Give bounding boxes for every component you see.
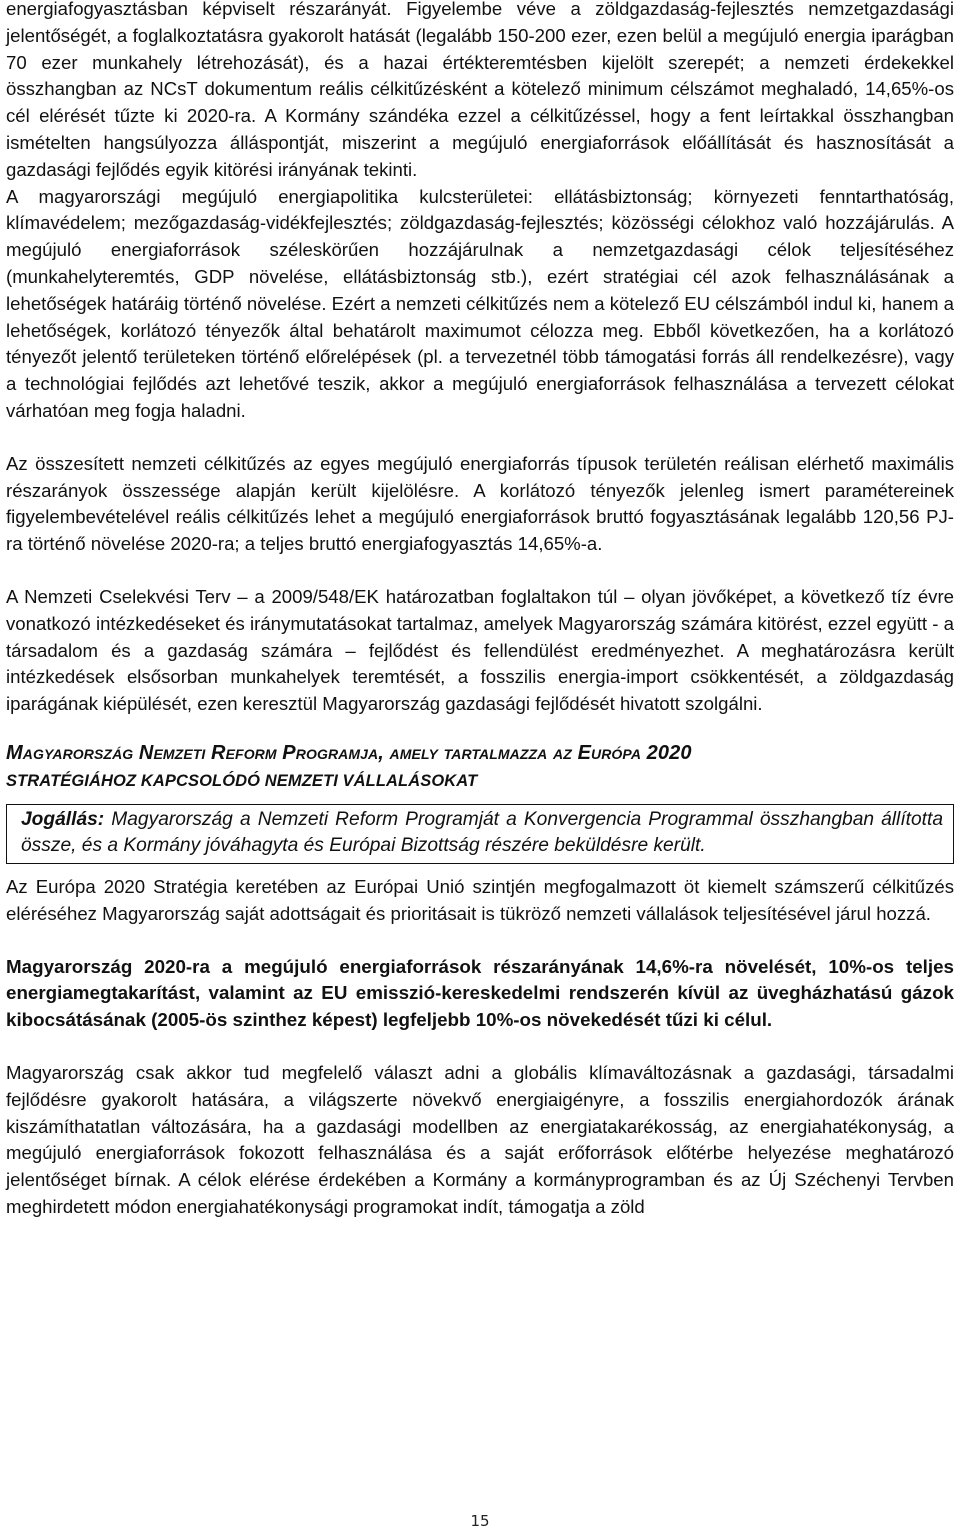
section-heading-line2: STRATÉGIÁHOZ KAPCSOLÓDÓ NEMZETI VÁLLALÁSOKAT: [6, 771, 478, 790]
paragraph-commitments: Magyarország 2020-ra a megújuló energiaforrások részarányának 14,6%-ra növelését, 10%-os teljes energiamegtakarítást, valamint az EU emisszió-kereskedelmi rendszerén kívül az üvegházhatású gázok kibocsátásának (2005-ös szinthez képest) legfeljebb 10%-os növekedését tűzi ki célul.: [6, 955, 954, 1031]
paragraph-intro: energiafogyasztásban képviselt részarányát. Figyelembe véve a zöldgazdaság-fejlesztés nemzetgazdasági jelentőségét, a foglalkoztatásra gyakorolt hatását (legalább 150-200 ezer, ezen belül a megújuló energia iparágban 70 ezer munkahely létrehozását), és a hazai értékteremtésben kijelölt szerepét; a nemzeti érdekekkel összhangban az NCsT dokumentum reális célkitűzésként a kötelező minimum célszámot meghaladó, 14,65%-os cél elérését tűzte ki 2020-ra. A Kormány szándéka ezzel a célkitűzéssel, hogy a fent leírtakkal összhangban ismételten hangsúlyozza álláspontját, miszerint a megújuló energiaforrások előállítását és hasznosítását a gazdasági fejlődés egyik kitörési irányának tekinti.: [6, 0, 954, 180]
legal-status-text: [21, 807, 943, 860]
legal-status-body: Magyarország a Nemzeti Reform Programját a Konvergencia Programmal összhangban állította össze, és a Kormány jóváhagyta és Európai Bizottság részére beküldésre került.: [21, 808, 943, 857]
document-page: [6, 0, 954, 1221]
section-heading-line1: Magyarország Nemzeti Reform Programja, amely tartalmazza az Európa 2020: [6, 741, 692, 764]
page-number: 15: [470, 1512, 490, 1530]
paragraph-europe-2020: Az Európa 2020 Stratégia keretében az Európai Unió szintjén megfogalmazott öt kiemelt számszerű célkitűzés eléréséhez Magyarország saját adottságait és prioritásait is tükröző nemzeti vállalások teljesítésével járul hozzá.: [6, 875, 954, 924]
spacer: [6, 864, 954, 874]
section-heading: [6, 740, 954, 796]
spacer: [6, 425, 954, 451]
legal-status-box: [6, 804, 954, 864]
spacer: [6, 1034, 954, 1060]
legal-status-label: Jogállás:: [21, 808, 105, 830]
paragraph-climate: Magyarország csak akkor tud megfelelő választ adni a globális klímaváltozásnak a gazdasági, társadalmi fejlődésre gyakorolt hatására, a világszerte növekvő energiaigényre, a fosszilis energiahordozók árának kiszámíthatatlan változására, ha a gazdasági modellben az energiatakarékosság, az energiahatékonyság, a megújuló energiaforrások fokozott felhasználása és a saját erőforrások előtérbe helyezése meghatározó jelentőséget bírnak. A célok elérése érdekében a Kormány a kormányprogramban és az Új Széchenyi Tervben meghirdetett módon energiahatékonysági programokat indít, támogatja a zöld: [6, 1061, 954, 1217]
paragraph-national-target: Az összesített nemzeti célkitűzés az egyes megújuló energiaforrás típusok területén reálisan elérhető maximális részarányok összessége alapján került kijelölésre. A korlátozó tényezők jelenleg ismert paramétereinek figyelembevételével reális célkitűzés lehet a megújuló energiaforrások bruttó fogyasztásának legalább 120,56 PJ-ra történő növelése 2020-ra; a teljes bruttó energiafogyasztás 14,65%-a.: [6, 452, 954, 555]
spacer: [6, 718, 954, 740]
spacer: [6, 558, 954, 584]
paragraph-action-plan: A Nemzeti Cselekvési Terv – a 2009/548/EK határozatban foglaltakon túl – olyan jövőképet, a következő tíz évre vonatkozó intézkedéseket és iránymutatásokat tartalmaz, amelyek Magyarország számára kitörést, ezzel együtt - a társadalom és a gazdaság számára – fejlődést és fellendülést eredményezhet. A meghatározásra került intézkedések elsősorban munkahelyek teremtését, a fosszilis energia-import csökkentését, a zöldgazdaság iparágának kiépülését, ezen keresztül Magyarország gazdasági fejlődését hivatott szolgálni.: [6, 585, 954, 715]
paragraph-policy-areas: A magyarországi megújuló energiapolitika kulcsterületei: ellátásbiztonság; környezeti fenntarthatóság, klímavédelem; mezőgazdaság-vidékfejlesztés; zöldgazdaság-fejlesztés; közösségi célokhoz való hozzájárulás. A megújuló energiaforrások széleskörűen hozzájárulnak a nemzetgazdasági célok teljesítéséhez (munkahelyteremtés, GDP növelése, ellátásbiztonság stb.), ezért stratégiai cél azok felhasználásának a lehetőségek határáig történő növelése. Ezért a nemzeti célkitűzés nem a kötelező EU célszámból indul ki, hanem a lehetőségek, korlátozó tényezők által behatárolt maximumot célozza meg. Ebből következően, ha a korlátozó tényezőt jelentő területeken történő előrelépések (pl. a tervezetnél több támogatási forrás áll rendelkezésre), vagy a technológiai fejlődés azt lehetővé teszik, akkor a megújuló energiaforrások felhasználása a tervezett célokat várhatóan meg fogja haladni.: [6, 185, 954, 421]
spacer: [6, 928, 954, 954]
